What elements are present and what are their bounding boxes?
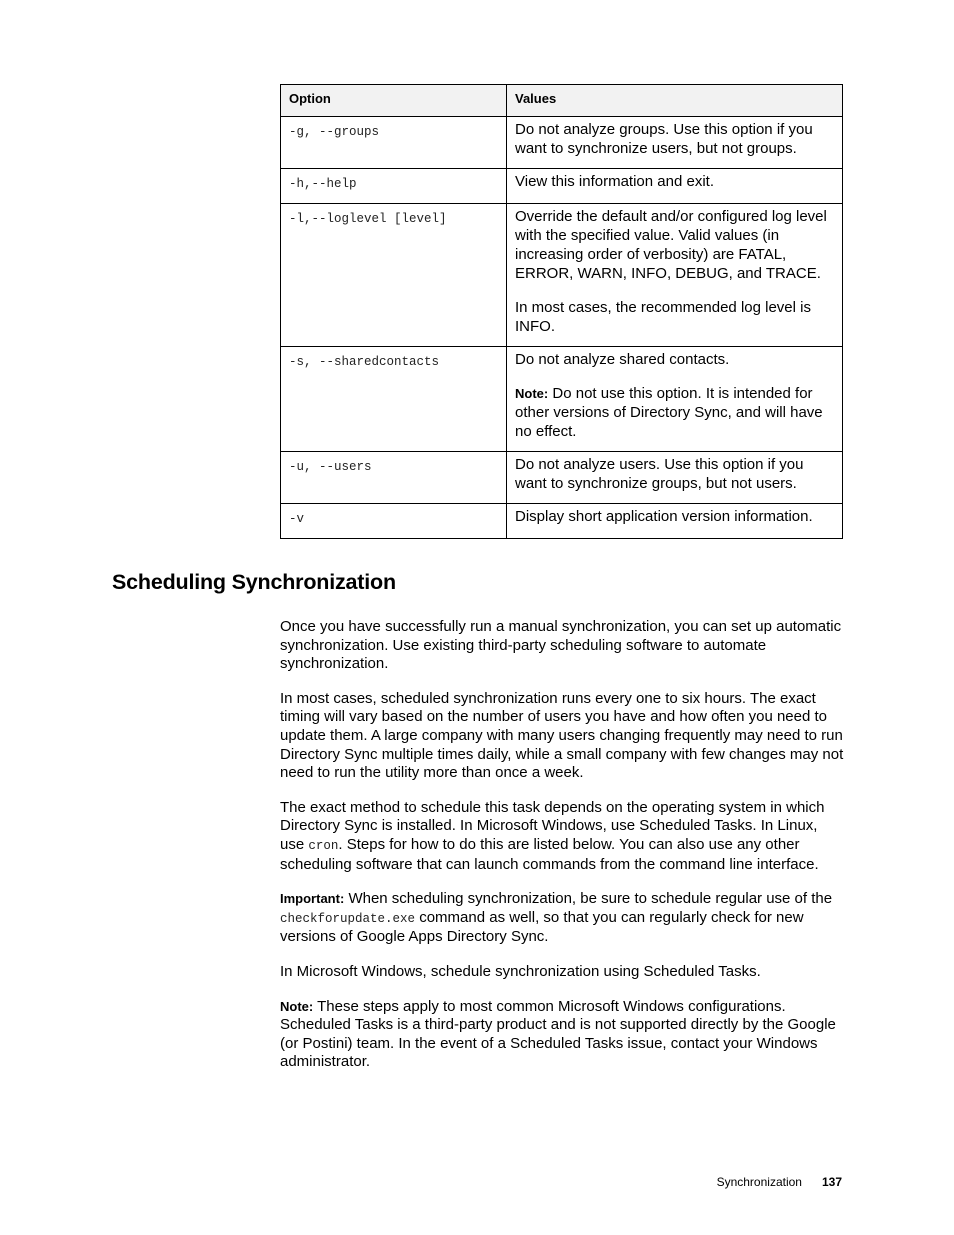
paragraph: In Microsoft Windows, schedule synchronization using Scheduled Tasks. bbox=[280, 962, 761, 980]
footer-section-name: Synchronization bbox=[716, 1175, 802, 1189]
values-text: Do not analyze shared contacts. bbox=[515, 351, 730, 368]
values-text: Display short application version information. bbox=[515, 508, 813, 525]
option-code: -v bbox=[289, 512, 305, 526]
important-callout bbox=[280, 890, 845, 947]
values-text: In most cases, the recommended log level is INFO. bbox=[515, 299, 811, 335]
option-code: -h,--help bbox=[289, 177, 357, 191]
table-row bbox=[281, 504, 843, 539]
paragraph-text: These steps apply to most common Microsoft Windows configurations. Scheduled Tasks is a third-party product and is not supported directly by the Google (or Postini) team. In the event of a Scheduled Tasks issue, contact your Windows administrator. bbox=[280, 997, 836, 1071]
option-cell bbox=[281, 117, 507, 169]
note-label: Note: bbox=[515, 386, 549, 401]
values-cell bbox=[507, 117, 843, 169]
option-code: -l,--loglevel [level] bbox=[289, 212, 447, 226]
values-text: Do not analyze users. Use this option if you want to synchronize groups, but not users. bbox=[515, 456, 804, 492]
note-text: Do not use this option. It is intended for other versions of Directory Sync, and will have no effect. bbox=[515, 385, 823, 440]
page-number: 137 bbox=[821, 1175, 842, 1189]
important-label: Important: bbox=[280, 891, 345, 907]
table-row bbox=[281, 117, 843, 169]
values-cell bbox=[507, 204, 843, 347]
table-row bbox=[281, 347, 843, 452]
values-text: View this information and exit. bbox=[515, 173, 714, 190]
table-row bbox=[281, 452, 843, 504]
option-cell bbox=[281, 204, 507, 347]
option-code: -u, --users bbox=[289, 460, 372, 474]
values-text: Override the default and/or configured log level with the specified value. Valid values (in increasing order of verbosity) are FATAL, ERROR, WARN, INFO, DEBUG, and TRACE. bbox=[515, 208, 827, 282]
inline-code: checkforupdate.exe bbox=[280, 911, 416, 926]
header-values: Values bbox=[507, 85, 843, 117]
options-table bbox=[280, 84, 843, 539]
option-cell bbox=[281, 504, 507, 539]
paragraph-text: command as well, so that you can regularly check for new versions of Google Apps Directory Sync. bbox=[280, 908, 804, 946]
option-code: -g, --groups bbox=[289, 125, 380, 139]
paragraph-text: When scheduling synchronization, be sure to schedule regular use of the bbox=[344, 890, 833, 908]
paragraph: In most cases, scheduled synchronization runs every one to six hours. The exact timing will vary based on the number of users you have and how often you need to update them. A large company with many users changing frequently may need to run Directory Sync multiple times daily, while a small company with few changes may not need to run the utility more than once a week. bbox=[280, 689, 844, 782]
paragraph-text: The exact method to schedule this task depends on the operating system in which Directory Sync is installed. In Microsoft Windows, use Scheduled Tasks. In Linux, use bbox=[280, 798, 825, 853]
values-cell bbox=[507, 452, 843, 504]
table-row bbox=[281, 204, 843, 347]
option-cell bbox=[281, 452, 507, 504]
values-cell bbox=[507, 347, 843, 452]
values-cell bbox=[507, 169, 843, 204]
inline-code: cron bbox=[308, 838, 339, 853]
table-header-row bbox=[281, 85, 843, 117]
note-callout bbox=[280, 998, 845, 1072]
table-row bbox=[281, 169, 843, 204]
paragraph: Once you have successfully run a manual synchronization, you can set up automatic synchronization. Use existing third-party scheduling software to automate synchronization. bbox=[280, 618, 842, 673]
values-note bbox=[515, 384, 834, 441]
page-footer bbox=[717, 1175, 842, 1189]
option-code: -s, --sharedcontacts bbox=[289, 355, 440, 369]
section-heading: Scheduling Synchronization bbox=[112, 570, 396, 594]
paragraph-text: . Steps for how to do this are listed below. You can also use any other scheduling software that can launch commands from the command line interface. bbox=[280, 835, 819, 873]
option-cell bbox=[281, 347, 507, 452]
option-cell bbox=[281, 169, 507, 204]
values-cell bbox=[507, 504, 843, 539]
header-option: Option bbox=[281, 85, 507, 117]
section-body bbox=[280, 618, 845, 1088]
values-text: Do not analyze groups. Use this option if you want to synchronize users, but not groups. bbox=[515, 121, 813, 157]
note-label: Note: bbox=[280, 998, 314, 1014]
paragraph bbox=[280, 799, 845, 874]
